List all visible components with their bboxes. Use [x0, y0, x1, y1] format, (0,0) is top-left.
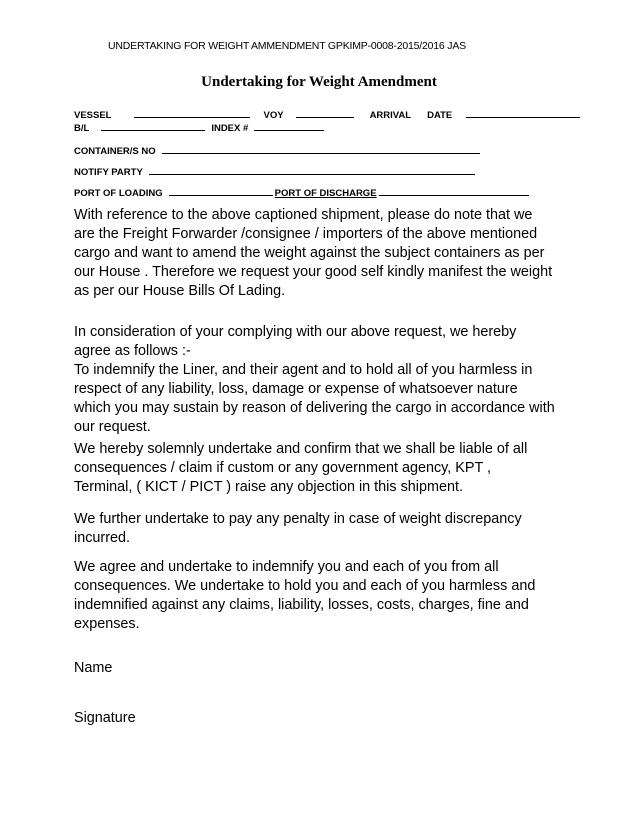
text-line: incurred. [74, 530, 130, 546]
text-line: as per our House Bills Of Lading. [74, 283, 286, 299]
text-line: Terminal, ( KICT / PICT ) raise any objection in this shipment. [74, 479, 463, 495]
bl-field[interactable] [101, 121, 205, 131]
text-line: expenses. [74, 616, 140, 632]
text-line: With reference to the above captioned shipment, please do note that we [74, 207, 533, 223]
voy-field[interactable] [296, 108, 354, 118]
port-loading-field[interactable] [169, 186, 273, 196]
text-line: We further undertake to pay any penalty in case of weight discrepancy [74, 511, 522, 527]
vessel-label: VESSEL [74, 110, 112, 121]
port-discharge-label: PORT OF DISCHARGE [274, 188, 377, 199]
text-line: our House . Therefore we request your good self kindly manifest the weight [74, 264, 553, 280]
text-line: indemnified against any claims, liability, losses, costs, charges, fine and [74, 597, 529, 613]
containers-row [74, 144, 484, 157]
paragraph-consideration [74, 323, 574, 437]
notify-party-field[interactable] [149, 165, 475, 175]
text-line: To indemnify the Liner, and their agent and to hold all of you harmless in [74, 362, 533, 378]
text-line: consequences. We undertake to hold you and each of you harmless and [74, 578, 536, 594]
voy-label: VOY [263, 110, 284, 121]
text-line: We agree and undertake to indemnify you and each of you from all [74, 559, 499, 575]
text-line: agree as follows :- [74, 343, 191, 359]
bl-row [74, 121, 328, 134]
port-discharge-field[interactable] [379, 186, 529, 196]
vessel-field[interactable] [134, 108, 250, 118]
index-label: INDEX # [211, 123, 249, 134]
notify-party-row [74, 165, 479, 178]
index-field[interactable] [254, 121, 324, 131]
name-label: Name [74, 660, 113, 676]
text-line: cargo and want to amend the weight against the subject containers as per [74, 245, 545, 261]
arrival-date-field[interactable] [466, 108, 580, 118]
ports-row [74, 186, 533, 199]
signature-label: Signature [74, 710, 136, 726]
document-reference-header: UNDERTAKING FOR WEIGHT AMMENDMENT GPKIMP-0008-2015/2016 JAS [108, 40, 466, 52]
containers-field[interactable] [162, 144, 480, 154]
date-label: DATE [427, 110, 453, 121]
bl-label: B/L [74, 123, 90, 134]
text-line: consequences / claim if custom or any government agency, KPT , [74, 460, 491, 476]
document-title: Undertaking for Weight Amendment [201, 74, 437, 90]
notify-party-label: NOTIFY PARTY [74, 167, 143, 178]
vessel-row [74, 108, 584, 121]
text-line: In consideration of your complying with our above request, we hereby [74, 324, 517, 340]
arrival-label: ARRIVAL [369, 110, 412, 121]
text-line: are the Freight Forwarder /consignee / importers of the above mentioned [74, 226, 538, 242]
text-line: which you may sustain by reason of delivering the cargo in accordance with [74, 400, 555, 416]
paragraph-solemn-undertaking [74, 440, 574, 497]
paragraph-reference [74, 206, 574, 301]
paragraph-indemnify [74, 558, 574, 634]
text-line: our request. [74, 419, 151, 435]
text-line: respect of any liability, loss, damage or expense of whatsoever nature [74, 381, 518, 397]
text-line: We hereby solemnly undertake and confirm that we shall be liable of all [74, 441, 528, 457]
containers-label: CONTAINER/S NO [74, 146, 156, 157]
paragraph-penalty [74, 510, 574, 548]
port-loading-label: PORT OF LOADING [74, 188, 163, 199]
